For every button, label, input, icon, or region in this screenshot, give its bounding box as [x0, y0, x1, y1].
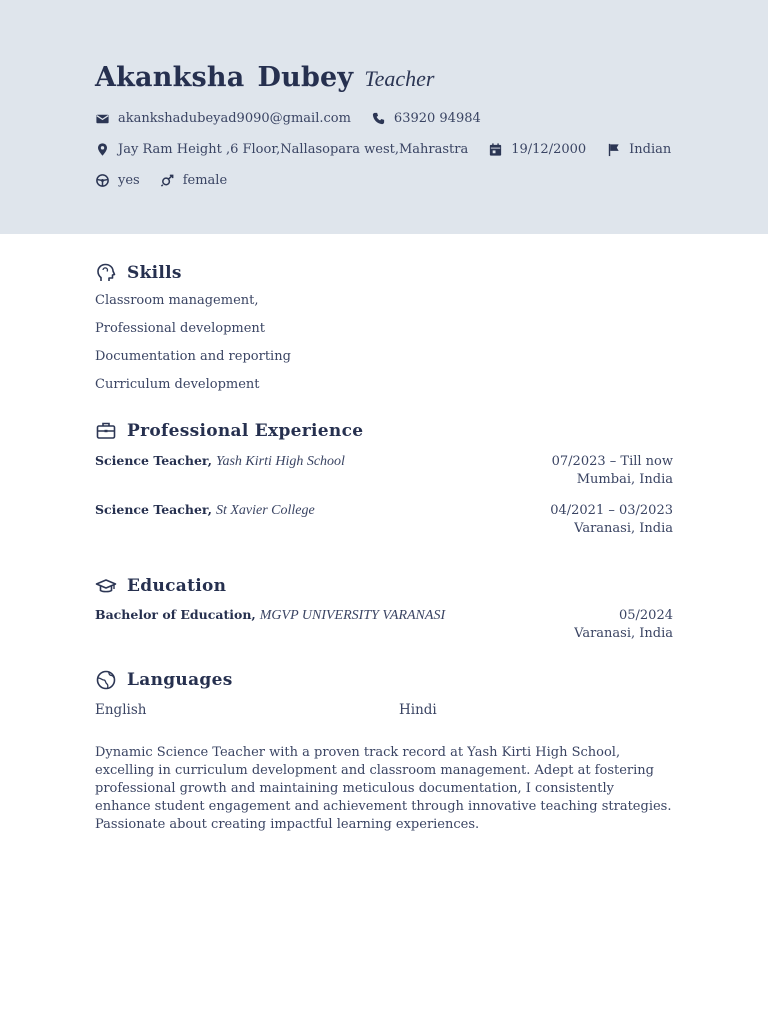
language-item: Hindi — [399, 702, 437, 718]
profile-summary: Dynamic Science Teacher with a proven track record at Yash Kirti High School, excelling in curriculum development and classroom management. Adept at fostering professional growth and maintaining meticulous documentation, I consistently enhance student engagement and achievement through innovative teaching strategies. Passionate about creating impactful learning experiences. — [95, 745, 672, 832]
email-item — [95, 111, 351, 126]
skill-item: Professional development — [95, 321, 266, 336]
entry-institution: MGVP UNIVERSITY VARANASI — [259, 608, 446, 623]
address-item — [95, 142, 468, 157]
entry-organization: Yash Kirti High School — [215, 454, 345, 469]
birthdate-item — [488, 142, 586, 157]
last-name: Dubey — [257, 62, 354, 93]
contact-row-3 — [95, 170, 247, 190]
language-item: English — [95, 702, 147, 718]
job-title: Teacher — [364, 66, 435, 91]
entry-meta — [574, 607, 673, 643]
languages-title: Languages — [127, 670, 233, 690]
entry-dates: 05/2024 — [618, 608, 673, 623]
languages-heading — [95, 669, 233, 691]
envelope-icon — [95, 111, 110, 126]
skills-heading — [95, 262, 182, 284]
driving-license-item — [95, 173, 140, 188]
email-text: akankshadubeyad9090@gmail.com — [118, 110, 351, 126]
entry-organization: St Xavier College — [215, 503, 315, 518]
gender-icon — [160, 173, 175, 188]
skill-item: Classroom management, — [95, 293, 259, 308]
education-title: Education — [127, 576, 227, 596]
skills-title: Skills — [127, 263, 182, 283]
steering-wheel-icon — [95, 173, 110, 188]
entry-dates: 04/2021 – 03/2023 — [550, 503, 673, 518]
gender-text: female — [182, 172, 228, 188]
calendar-icon — [488, 142, 503, 157]
entry-location: Varanasi, India — [574, 626, 673, 641]
entry-degree: Bachelor of Education, — [95, 607, 256, 622]
birthdate-text: 19/12/2000 — [511, 141, 587, 157]
phone-icon — [371, 111, 386, 126]
contact-row-2 — [95, 139, 691, 159]
first-name: Akanksha — [95, 62, 245, 93]
education-heading — [95, 575, 226, 597]
entry-meta — [552, 453, 673, 489]
phone-item — [371, 111, 481, 126]
graduation-cap-icon — [95, 575, 117, 597]
globe-icon — [95, 669, 117, 691]
experience-heading — [95, 420, 363, 442]
entry-meta — [550, 502, 673, 538]
skill-item: Curriculum development — [95, 377, 260, 392]
entry-heading — [95, 453, 345, 470]
entry-heading — [95, 502, 315, 519]
location-pin-icon — [95, 142, 110, 157]
experience-title: Professional Experience — [127, 421, 364, 441]
nationality-item — [606, 142, 671, 157]
skill-item: Documentation and reporting — [95, 349, 291, 364]
address-text: Jay Ram Height ,6 Floor,Nallasopara west,Mahrastra — [118, 141, 469, 157]
driving-license-text: yes — [118, 172, 140, 188]
gender-item — [160, 173, 227, 188]
phone-text: 63920 94984 — [393, 110, 481, 126]
head-profile-icon — [95, 262, 117, 284]
flag-icon — [606, 142, 621, 157]
entry-location: Varanasi, India — [574, 521, 673, 536]
resume-header — [0, 0, 768, 234]
entry-dates: 07/2023 – Till now — [551, 454, 673, 469]
entry-heading — [95, 607, 445, 624]
entry-role: Science Teacher, — [95, 453, 212, 468]
name-row — [95, 62, 434, 93]
entry-role: Science Teacher, — [95, 502, 212, 517]
entry-location: Mumbai, India — [576, 472, 673, 487]
briefcase-icon — [95, 420, 117, 442]
nationality-text: Indian — [629, 141, 672, 157]
contact-row-1 — [95, 108, 501, 128]
